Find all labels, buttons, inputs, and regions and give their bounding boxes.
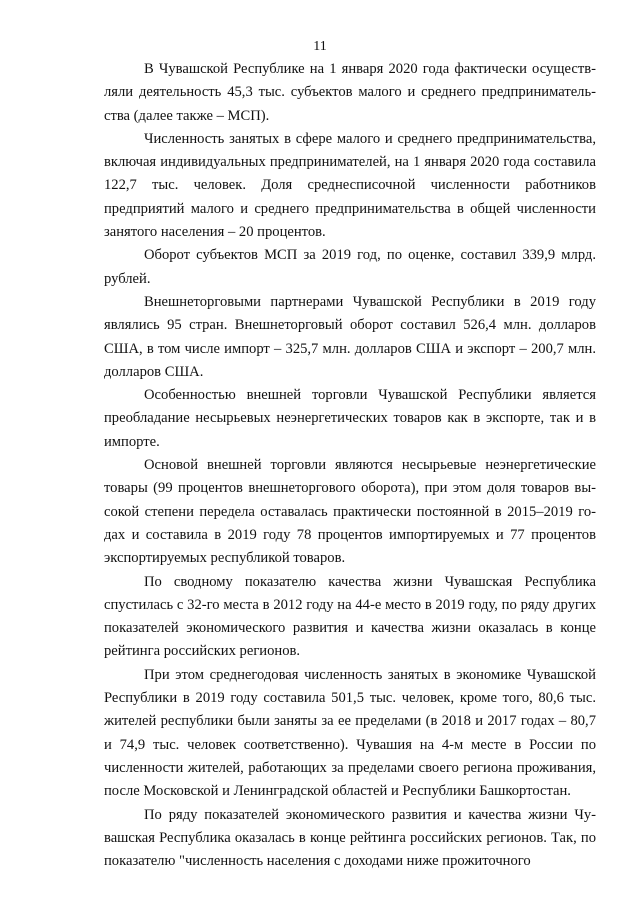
document-body xyxy=(104,58,596,873)
paragraph-employment: При этом среднегодовая численность занятых в экономике Чувашской Республики в 2019 году составила 501,5 тыс. человек, кроме того, 80,6 тыс. жителей республики были заняты за ее пределами (в 2018 и 2017 годах – 80,7 и 74,9 тыс. человек соответственно). Чувашия на 4-м месте в России по численности жителей, работающих за пределами своего региона проживания, после Московской и Ленинградской областей и Республики Башкортостан. xyxy=(104,666,596,800)
paragraph-ranking: По ряду показателей экономического развития и качества жизни Чувашская Республика оказалась в конце рейтинга российских регионов. Так, по показателю "численность населения с доходами ниже прожиточного xyxy=(104,806,596,870)
paragraph-quality-of-life: По сводному показателю качества жизни Чувашская Республика спустилась с 32-го места в 2012 году на 44-е место в 2019 году, по ряду других показателей экономического развития и качества жизни оказалась в конце рейтинга российских регионов. xyxy=(104,573,596,660)
paragraph-msp-turnover: Оборот субъектов МСП за 2019 год, по оценке, составил 339,9 млрд. рублей. xyxy=(104,247,596,287)
paragraph-trade-partners: Внешнеторговыми партнерами Чувашской Республики в 2019 году являлись 95 стран. Внешнеторговый оборот составил 526,4 млн. долларов США, в том числе импорт – 325,7 млн. долларов США и экспорт – 200,7 млн. долларов США. xyxy=(104,293,596,380)
page-number: 11 xyxy=(313,39,327,54)
paragraph-trade-feature: Особенностью внешней торговли Чувашской Республики является преобладание несырьевых неэнергетических товаров как в экспорте, так и в импорте. xyxy=(104,387,596,450)
paragraph-msp-count: В Чувашской Республике на 1 января 2020 года фактически осуществляли деятельность 45,3 тыс. субъектов малого и среднего предпринимательства (далее также – МСП). xyxy=(104,61,596,124)
paragraph-msp-employment: Численность занятых в сфере малого и среднего предпринимательства, включая индивидуальных предпринимателей, на 1 января 2020 года составила 122,7 тыс. человек. Доля среднесписочной численности работников предприятий малого и среднего предпринимательства в общей численности занятого населения – 20 процентов. xyxy=(104,130,596,241)
paragraph-trade-basis: Основой внешней торговли являются несырьевые неэнергетические товары (99 процентов внешнеторгового оборота), при этом доля товаров высокой степени передела оставалась практически постоянной в 2015–2019 годах и составила в 2019 году 78 процентов импортируемых и 77 процентов экспортируемых республикой товаров. xyxy=(104,457,596,567)
